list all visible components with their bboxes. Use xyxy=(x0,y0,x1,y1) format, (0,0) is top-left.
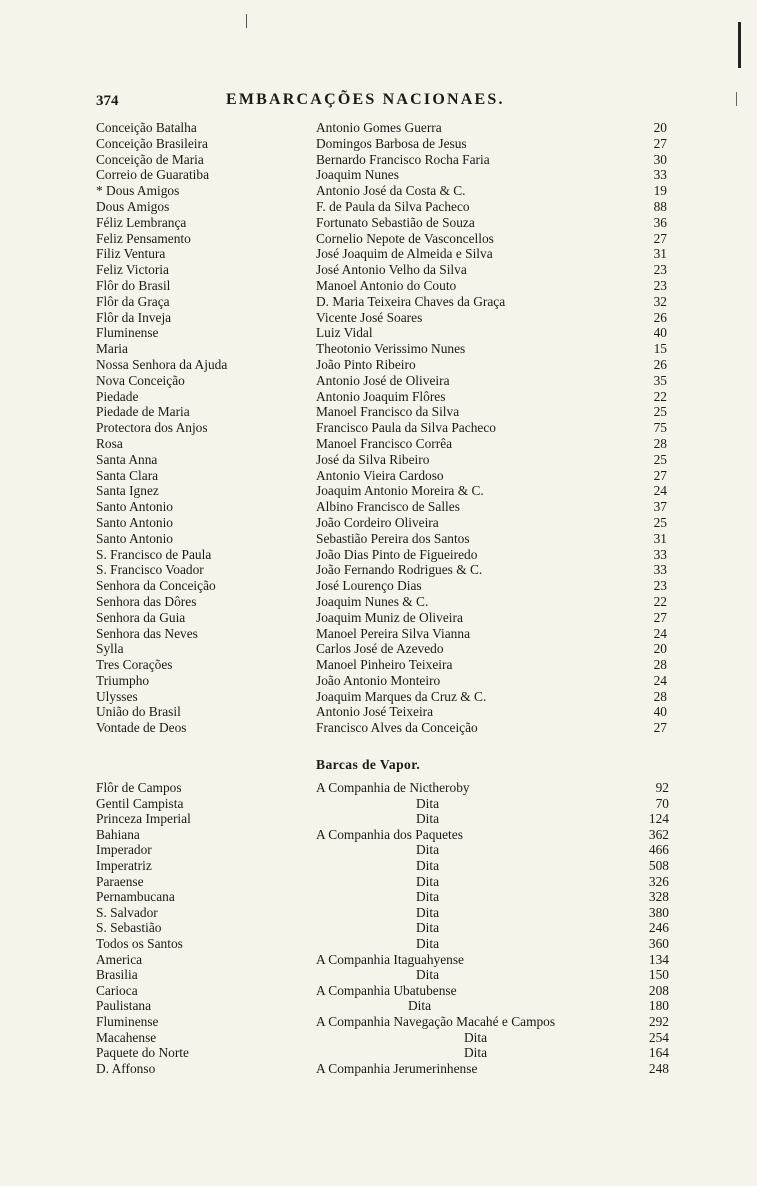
owner-name: Bernardo Francisco Rocha Faria xyxy=(316,151,490,167)
list-item xyxy=(0,920,757,936)
owner-name: Dita xyxy=(416,967,440,983)
owner-name: Antonio Gomes Guerra xyxy=(316,120,442,135)
owner-name: Luiz Vidal xyxy=(316,325,373,341)
owner-name: Manoel Antonio do Couto xyxy=(316,277,457,293)
tonnage-value: 150 xyxy=(648,967,669,983)
owner-name: Antonio Vieira Cardoso xyxy=(316,467,444,483)
tonnage-value: 28 xyxy=(653,435,667,451)
section-title: Barcas de Vapor. xyxy=(316,757,421,772)
tonnage-value: 326 xyxy=(648,873,669,889)
owner-name: Dita xyxy=(416,857,440,873)
list-item xyxy=(0,720,757,736)
vessel-name: S. Francisco Voador xyxy=(96,562,204,578)
list-item xyxy=(0,389,757,405)
tonnage-value: 27 xyxy=(653,467,667,483)
owner-name: João Cordeiro Oliveira xyxy=(316,514,439,530)
tonnage-value: 134 xyxy=(648,951,669,967)
owner-name: Dita xyxy=(416,811,440,827)
tonnage-value: 208 xyxy=(648,982,669,998)
list-item xyxy=(0,842,757,858)
list-item xyxy=(0,657,757,673)
owner-name: Dita xyxy=(416,935,440,951)
vessel-name: Féliz Lembrança xyxy=(96,214,187,230)
tonnage-value: 70 xyxy=(655,795,669,811)
owner-name: José Joaquim de Almeida e Silva xyxy=(316,246,493,262)
vessel-name: Correio de Guaratiba xyxy=(96,167,210,183)
list-item xyxy=(0,905,757,921)
owner-name: João Fernando Rodrigues & C. xyxy=(316,562,483,578)
owner-name: Manoel Pereira Silva Vianna xyxy=(316,625,471,641)
vessel-name: Conceição de Maria xyxy=(96,151,204,167)
owner-name: Manoel Francisco da Silva xyxy=(316,404,460,420)
list-item xyxy=(0,452,757,468)
tonnage-value: 180 xyxy=(648,998,669,1014)
page-edge-mark xyxy=(738,22,741,68)
vessel-name: S. Salvador xyxy=(96,904,158,920)
vessel-name: Triumpho xyxy=(96,672,150,688)
owner-name: José Lourenço Dias xyxy=(316,578,422,594)
tonnage-value: 26 xyxy=(653,356,667,372)
list-item xyxy=(0,578,757,594)
tonnage-value: 40 xyxy=(653,325,667,341)
owner-name: João Antonio Monteiro xyxy=(316,672,441,688)
list-item xyxy=(0,231,757,247)
owner-name: A Companhia de Nictheroby xyxy=(316,780,470,795)
tonnage-value: 25 xyxy=(653,451,667,467)
tonnage-value: 362 xyxy=(648,826,669,842)
list-item xyxy=(0,167,757,183)
vessel-name: Santa Ignez xyxy=(96,483,159,499)
vessel-name: Tres Corações xyxy=(96,657,173,673)
owner-name: Dita xyxy=(416,889,440,905)
tonnage-value: 508 xyxy=(648,857,669,873)
tonnage-value: 360 xyxy=(648,935,669,951)
tonnage-value: 88 xyxy=(653,198,667,214)
tonnage-value: 26 xyxy=(653,309,667,325)
owner-name: A Companhia Jerumerinhense xyxy=(316,1060,478,1076)
tonnage-value: 466 xyxy=(648,842,669,858)
tonnage-value: 23 xyxy=(653,262,667,278)
vessel-name: Paulistana xyxy=(96,998,152,1014)
tonnage-value: 248 xyxy=(648,1060,669,1076)
vessel-name: Ulysses xyxy=(96,688,138,704)
tonnage-value: 20 xyxy=(653,641,667,657)
list-item xyxy=(0,827,757,843)
list-item xyxy=(0,341,757,357)
owner-name: Francisco Alves da Conceição xyxy=(316,720,478,736)
owner-name: Carlos José de Azevedo xyxy=(316,641,444,657)
owner-name: Vicente José Soares xyxy=(316,309,423,325)
list-item xyxy=(0,531,757,547)
vessel-name: Flôr do Brasil xyxy=(96,277,171,293)
list-item xyxy=(0,673,757,689)
owner-name: José Antonio Velho da Silva xyxy=(316,262,467,278)
list-item xyxy=(0,294,757,310)
tonnage-value: 27 xyxy=(653,135,667,151)
list-item xyxy=(0,420,757,436)
list-item xyxy=(0,547,757,563)
vessel-name: Senhora da Guia xyxy=(96,609,186,625)
tonnage-value: 33 xyxy=(653,167,667,183)
page-number: 374 xyxy=(96,93,119,109)
list-item xyxy=(0,325,757,341)
list-item xyxy=(0,183,757,199)
list-item xyxy=(0,152,757,168)
owner-name: Cornelio Nepote de Vasconcellos xyxy=(316,230,494,246)
tonnage-value: 40 xyxy=(653,704,667,720)
list-item xyxy=(0,483,757,499)
owner-name: Fortunato Sebastião de Souza xyxy=(316,214,475,230)
vessel-name: Paquete do Norte xyxy=(96,1045,189,1061)
tonnage-value: 25 xyxy=(653,514,667,530)
list-item xyxy=(0,515,757,531)
tonnage-value: 164 xyxy=(648,1045,669,1061)
owner-name: Domingos Barbosa de Jesus xyxy=(316,135,467,151)
vessel-name: Filiz Ventura xyxy=(96,246,166,262)
tonnage-value: 27 xyxy=(653,720,667,736)
tonnage-value: 23 xyxy=(653,578,667,594)
list-item xyxy=(0,689,757,705)
vessel-name: Gentil Campista xyxy=(96,795,184,811)
vessel-name: Nossa Senhora da Ajuda xyxy=(96,356,228,372)
owner-name: Manoel Pinheiro Teixeira xyxy=(316,657,453,673)
owner-name: Theotonio Verissimo Nunes xyxy=(316,341,466,357)
vessel-name: Macahense xyxy=(96,1029,157,1045)
list-item xyxy=(0,936,757,952)
list-item xyxy=(0,704,757,720)
tonnage-value: 31 xyxy=(653,530,667,546)
list-item xyxy=(0,199,757,215)
vessel-name: Princeza Imperial xyxy=(96,811,191,827)
tonnage-value: 27 xyxy=(653,230,667,246)
tonnage-value: 24 xyxy=(653,483,667,499)
page-edge-mark xyxy=(736,92,737,106)
owner-name: Joaquim Muniz de Oliveira xyxy=(316,609,463,625)
owner-name: Antonio José de Oliveira xyxy=(316,372,450,388)
vessel-name: Nova Conceição xyxy=(96,372,185,388)
owner-name: Joaquim Marques da Cruz & C. xyxy=(316,688,487,704)
owner-name: A Companhia dos Paquetes xyxy=(316,826,463,842)
vessel-name: Dous Amigos xyxy=(96,198,170,214)
list-item xyxy=(0,983,757,999)
owner-name: A Companhia Navegação Macahé e Campos xyxy=(316,1013,556,1029)
list-item xyxy=(0,310,757,326)
tonnage-value: 19 xyxy=(653,183,667,199)
owner-name: Antonio José Teixeira xyxy=(316,704,434,720)
vessel-name: Imperatriz xyxy=(96,857,152,873)
list-item xyxy=(0,436,757,452)
vessel-name: * Dous Amigos xyxy=(96,183,180,199)
owner-name: José da Silva Ribeiro xyxy=(316,451,430,467)
tonnage-value: 28 xyxy=(653,688,667,704)
vessel-name: Santa Anna xyxy=(96,451,158,467)
vessel-name: Imperador xyxy=(96,842,152,858)
owner-name: Manoel Francisco Corrêa xyxy=(316,435,453,451)
steamboat-list xyxy=(0,780,757,1076)
owner-name: Joaquim Nunes & C. xyxy=(316,593,429,609)
vessel-name: Carioca xyxy=(96,982,138,998)
list-item xyxy=(0,594,757,610)
owner-name: Antonio Joaquim Flôres xyxy=(316,388,446,404)
vessel-name: Senhora da Conceição xyxy=(96,578,216,594)
vessel-name: Pernambucana xyxy=(96,889,175,905)
vessel-name: Flôr de Campos xyxy=(96,780,182,795)
vessel-name: Todos os Santos xyxy=(96,935,183,951)
vessel-name: Rosa xyxy=(96,435,123,451)
tonnage-value: 37 xyxy=(653,499,667,515)
list-item xyxy=(0,626,757,642)
vessel-name: Fluminense xyxy=(96,1013,159,1029)
vessel-name: Conceição Brasileira xyxy=(96,135,208,151)
list-item xyxy=(0,120,757,136)
list-item xyxy=(0,967,757,983)
list-item xyxy=(0,952,757,968)
tonnage-value: 28 xyxy=(653,657,667,673)
list-item xyxy=(0,610,757,626)
tonnage-value: 20 xyxy=(653,120,667,135)
vessel-name: S. Francisco de Paula xyxy=(96,546,212,562)
list-item xyxy=(0,404,757,420)
vessel-name: Senhora das Dôres xyxy=(96,593,197,609)
tonnage-value: 33 xyxy=(653,562,667,578)
owner-name: Dita xyxy=(408,998,432,1014)
list-item xyxy=(0,373,757,389)
list-item xyxy=(0,136,757,152)
vessel-name: Flôr da Graça xyxy=(96,293,170,309)
list-item xyxy=(0,1014,757,1030)
tonnage-value: 25 xyxy=(653,404,667,420)
vessel-name: Santo Antonio xyxy=(96,514,174,530)
vessel-name: Bahiana xyxy=(96,826,140,842)
list-item xyxy=(0,246,757,262)
owner-name: F. de Paula da Silva Pacheco xyxy=(316,198,470,214)
list-item xyxy=(0,215,757,231)
list-item xyxy=(0,874,757,890)
owner-name: Sebastião Pereira dos Santos xyxy=(316,530,470,546)
list-item xyxy=(0,357,757,373)
vessel-name: Protectora dos Anjos xyxy=(96,420,208,436)
tonnage-value: 24 xyxy=(653,625,667,641)
vessel-name: Piedade de Maria xyxy=(96,404,190,420)
list-item xyxy=(0,499,757,515)
vessel-name: America xyxy=(96,951,143,967)
vessel-name: Flôr da Inveja xyxy=(96,309,172,325)
vessel-name: Senhora das Neves xyxy=(96,625,198,641)
vessel-name: Santa Clara xyxy=(96,467,159,483)
tonnage-value: 380 xyxy=(648,904,669,920)
ink-mark xyxy=(246,14,247,28)
list-item xyxy=(0,796,757,812)
vessel-name: Brasilia xyxy=(96,967,138,983)
owner-name: João Dias Pinto de Figueiredo xyxy=(316,546,478,562)
tonnage-value: 92 xyxy=(655,780,669,795)
owner-name: João Pinto Ribeiro xyxy=(316,356,416,372)
tonnage-value: 24 xyxy=(653,672,667,688)
vessel-name: Santo Antonio xyxy=(96,499,174,515)
list-item xyxy=(0,262,757,278)
list-item xyxy=(0,1045,757,1061)
vessel-name: União do Brasil xyxy=(96,704,181,720)
vessel-list xyxy=(0,120,757,736)
tonnage-value: 31 xyxy=(653,246,667,262)
tonnage-value: 27 xyxy=(653,609,667,625)
list-item xyxy=(0,998,757,1014)
owner-name: Dita xyxy=(416,842,440,858)
vessel-name: Maria xyxy=(96,341,128,357)
vessel-name: Feliz Victoria xyxy=(96,262,169,278)
owner-name: Albino Francisco de Salles xyxy=(316,499,460,515)
tonnage-value: 254 xyxy=(648,1029,669,1045)
list-item xyxy=(0,1030,757,1046)
tonnage-value: 22 xyxy=(653,593,667,609)
owner-name: A Companhia Itaguahyense xyxy=(316,951,465,967)
tonnage-value: 292 xyxy=(648,1013,669,1029)
vessel-name: S. Sebastião xyxy=(96,920,162,936)
vessel-name: Conceição Batalha xyxy=(96,120,197,135)
owner-name: Dita xyxy=(416,920,440,936)
list-item xyxy=(0,858,757,874)
owner-name: Joaquim Antonio Moreira & C. xyxy=(316,483,484,499)
list-item xyxy=(0,641,757,657)
tonnage-value: 30 xyxy=(653,151,667,167)
tonnage-value: 23 xyxy=(653,277,667,293)
tonnage-value: 35 xyxy=(653,372,667,388)
vessel-name: Sylla xyxy=(96,641,124,657)
tonnage-value: 15 xyxy=(653,341,667,357)
tonnage-value: 246 xyxy=(648,920,669,936)
vessel-name: Paraense xyxy=(96,873,144,889)
tonnage-value: 22 xyxy=(653,388,667,404)
tonnage-value: 328 xyxy=(648,889,669,905)
owner-name: Dita xyxy=(464,1045,488,1061)
tonnage-value: 36 xyxy=(653,214,667,230)
vessel-name: Fluminense xyxy=(96,325,159,341)
tonnage-value: 75 xyxy=(653,420,667,436)
vessel-name: D. Affonso xyxy=(96,1060,156,1076)
list-item xyxy=(0,780,757,796)
owner-name: Antonio José da Costa & C. xyxy=(316,183,466,199)
list-item xyxy=(0,278,757,294)
vessel-name: Piedade xyxy=(96,388,139,404)
owner-name: Dita xyxy=(416,904,440,920)
tonnage-value: 124 xyxy=(648,811,669,827)
vessel-name: Vontade de Deos xyxy=(96,720,187,736)
tonnage-value: 32 xyxy=(653,293,667,309)
owner-name: D. Maria Teixeira Chaves da Graça xyxy=(316,293,506,309)
list-item xyxy=(0,1061,757,1077)
owner-name: Dita xyxy=(416,873,440,889)
vessel-name: Feliz Pensamento xyxy=(96,230,191,246)
owner-name: Dita xyxy=(416,795,440,811)
list-item xyxy=(0,811,757,827)
page-title: EMBARCAÇÕES NACIONAES. xyxy=(226,91,505,108)
vessel-name: Santo Antonio xyxy=(96,530,174,546)
list-item xyxy=(0,468,757,484)
owner-name: Francisco Paula da Silva Pacheco xyxy=(316,420,496,436)
owner-name: A Companhia Ubatubense xyxy=(316,982,457,998)
list-item xyxy=(0,562,757,578)
owner-name: Dita xyxy=(464,1029,488,1045)
tonnage-value: 33 xyxy=(653,546,667,562)
list-item xyxy=(0,889,757,905)
owner-name: Joaquim Nunes xyxy=(316,167,399,183)
